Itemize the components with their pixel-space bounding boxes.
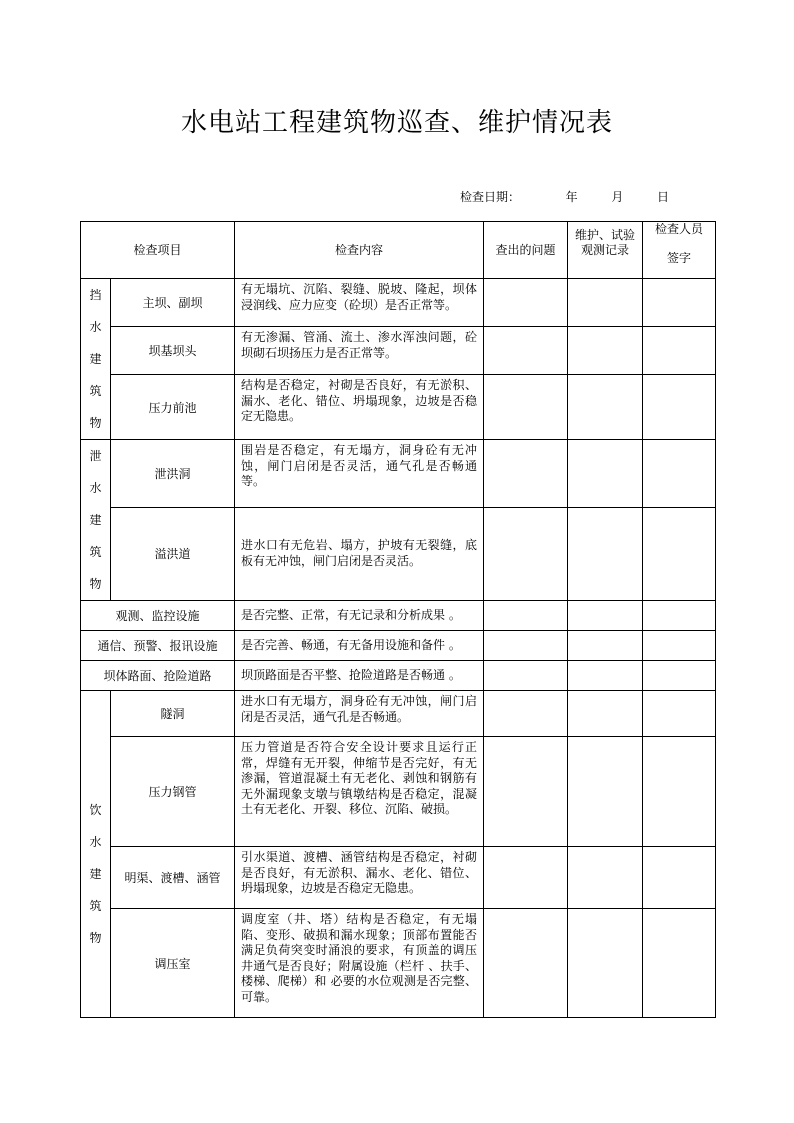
- maintenance-cell[interactable]: [568, 847, 643, 909]
- category-diversion-structures: [81, 691, 111, 1018]
- signature-cell[interactable]: [643, 691, 716, 737]
- table-row: [81, 327, 716, 375]
- content-cell: 坝顶路面是否平整、抢险道路是否畅通 。: [235, 661, 484, 691]
- issues-cell[interactable]: [484, 279, 568, 327]
- inspection-date-line: [460, 188, 669, 205]
- signature-cell[interactable]: [643, 631, 716, 661]
- signature-cell[interactable]: [643, 327, 716, 375]
- category-char: 建: [89, 352, 102, 366]
- maintenance-cell[interactable]: [568, 909, 643, 1018]
- maintenance-cell[interactable]: [568, 691, 643, 737]
- table-row: [81, 737, 716, 847]
- header-item: 检查项目: [81, 222, 235, 279]
- issues-cell[interactable]: [484, 327, 568, 375]
- maintenance-cell[interactable]: [568, 737, 643, 847]
- signature-cell[interactable]: [643, 507, 716, 600]
- content-cell: 围岩是否稳定，有无塌方，洞身砼有无冲蚀，闸门启闭是否灵活，通气孔是否畅通等。: [235, 440, 484, 508]
- table-row: [81, 661, 716, 691]
- content-cell: 是否完整、正常，有无记录和分析成果 。: [235, 601, 484, 631]
- signature-cell[interactable]: [643, 279, 716, 327]
- item-cell: 溢洪道: [111, 507, 235, 600]
- table-header-row: [81, 222, 716, 279]
- content-cell: 有无塌坑、沉陷、裂缝、脱坡、隆起，坝体浸润线、应力应变（砼坝）是否正常等。: [235, 279, 484, 327]
- category-char: 物: [89, 577, 102, 591]
- content-cell: 调度室（井、塔）结构是否稳定，有无塌陷、变形、破损和漏水现象；顶部布置能否满足负荷突变时涌浪的要求，有顶盖的调压井通气是否良好；附属设施（栏杆 、扶手、楼梯、爬梯）和 必要的水位观测是否完整、可靠。: [235, 909, 484, 1018]
- signature-cell[interactable]: [643, 909, 716, 1018]
- item-cell: 观测、监控设施: [81, 601, 235, 631]
- item-cell: 坝基坝头: [111, 327, 235, 375]
- content-cell: 引水渠道、渡槽、涵管结构是否稳定，衬砌是否良好，有无淤积、漏水、老化、错位、坍塌现象，边坡是否稳定无隐患。: [235, 847, 484, 909]
- maintenance-cell[interactable]: [568, 601, 643, 631]
- category-retaining-structures: [81, 279, 111, 440]
- content-cell: 进水口有无危岩、塌方，护坡有无裂缝，底板有无冲蚀，闸门启闭是否灵活。: [235, 507, 484, 600]
- category-char: 水: [89, 835, 102, 849]
- maintenance-cell[interactable]: [568, 375, 643, 440]
- item-cell: 坝体路面、抢险道路: [81, 661, 235, 691]
- table-row: [81, 691, 716, 737]
- item-cell: 主坝、副坝: [111, 279, 235, 327]
- header-maintenance-line2: 观测记录: [581, 243, 630, 257]
- issues-cell[interactable]: [484, 631, 568, 661]
- maintenance-cell[interactable]: [568, 327, 643, 375]
- item-cell: 泄洪洞: [111, 440, 235, 508]
- header-maintenance: [568, 222, 643, 279]
- table-row: [81, 631, 716, 661]
- header-inspector: [643, 222, 716, 279]
- header-issues: 查出的问题: [484, 222, 568, 279]
- date-month-label: 月: [611, 190, 624, 204]
- content-cell: 有无渗漏、管涌、流土、渗水浑浊问题，砼坝砌石坝扬压力是否正常等。: [235, 327, 484, 375]
- date-year-label: 年: [565, 190, 578, 204]
- maintenance-cell[interactable]: [568, 440, 643, 508]
- content-cell: 压力管道是否符合安全设计要求且运行正常，焊缝有无开裂，伸缩节是否完好，有无渗漏，管道混凝土有无老化、剥蚀和钢筋有无外漏现象支墩与镇墩结构是否稳定，混凝土有无老化、开裂、移位、沉陷、破损。: [235, 737, 484, 847]
- header-inspector-line2: 签字: [667, 251, 692, 265]
- issues-cell[interactable]: [484, 440, 568, 508]
- category-spillway-structures: [81, 440, 111, 601]
- date-label: 检查日期：: [460, 190, 521, 204]
- category-char: 物: [89, 931, 102, 945]
- table-row: [81, 375, 716, 440]
- header-inspector-line1: 检查人员: [655, 222, 704, 236]
- content-cell: 结构是否稳定，衬砌是否良好，有无淤积、漏水、老化、错位、坍塌现象，边坡是否稳定无隐患。: [235, 375, 484, 440]
- category-char: 水: [89, 481, 102, 495]
- content-cell: 是否完善、畅通，有无备用设施和备件 。: [235, 631, 484, 661]
- header-maintenance-line1: 维护、试验: [575, 228, 636, 242]
- table-row: [81, 440, 716, 508]
- issues-cell[interactable]: [484, 737, 568, 847]
- category-char: 筑: [89, 899, 102, 913]
- signature-cell[interactable]: [643, 375, 716, 440]
- issues-cell[interactable]: [484, 661, 568, 691]
- page-title: 水电站工程建筑物巡查、维护情况表: [180, 108, 613, 138]
- content-cell: 进水口有无塌方，洞身砼有无冲蚀，闸门启闭是否灵活，通气孔是否畅通。: [235, 691, 484, 737]
- item-cell: 通信、预警、报讯设施: [81, 631, 235, 661]
- issues-cell[interactable]: [484, 847, 568, 909]
- maintenance-cell[interactable]: [568, 631, 643, 661]
- table-row: [81, 279, 716, 327]
- item-cell: 隧洞: [111, 691, 235, 737]
- maintenance-cell[interactable]: [568, 661, 643, 691]
- issues-cell[interactable]: [484, 507, 568, 600]
- signature-cell[interactable]: [643, 661, 716, 691]
- header-content: 检查内容: [235, 222, 484, 279]
- category-char: 挡: [89, 288, 102, 302]
- item-cell: 明渠、渡槽、涵管: [111, 847, 235, 909]
- signature-cell[interactable]: [643, 847, 716, 909]
- item-cell: 压力钢管: [111, 737, 235, 847]
- category-char: 筑: [89, 384, 102, 398]
- category-char: 建: [89, 867, 102, 881]
- maintenance-cell[interactable]: [568, 279, 643, 327]
- category-char: 饮: [89, 803, 102, 817]
- item-cell: 调压室: [111, 909, 235, 1018]
- signature-cell[interactable]: [643, 737, 716, 847]
- signature-cell[interactable]: [643, 440, 716, 508]
- category-char: 水: [89, 320, 102, 334]
- inspection-table: [80, 221, 716, 1018]
- category-char: 泄: [89, 449, 102, 463]
- category-char: 物: [89, 416, 102, 430]
- issues-cell[interactable]: [484, 909, 568, 1018]
- issues-cell[interactable]: [484, 691, 568, 737]
- table-row: [81, 909, 716, 1018]
- table-row: [81, 847, 716, 909]
- item-cell: 压力前池: [111, 375, 235, 440]
- maintenance-cell[interactable]: [568, 507, 643, 600]
- signature-cell[interactable]: [643, 601, 716, 631]
- issues-cell[interactable]: [484, 375, 568, 440]
- table-row: [81, 601, 716, 631]
- table-row: [81, 507, 716, 600]
- category-char: 建: [89, 513, 102, 527]
- date-day-label: 日: [657, 190, 670, 204]
- category-char: 筑: [89, 545, 102, 559]
- issues-cell[interactable]: [484, 601, 568, 631]
